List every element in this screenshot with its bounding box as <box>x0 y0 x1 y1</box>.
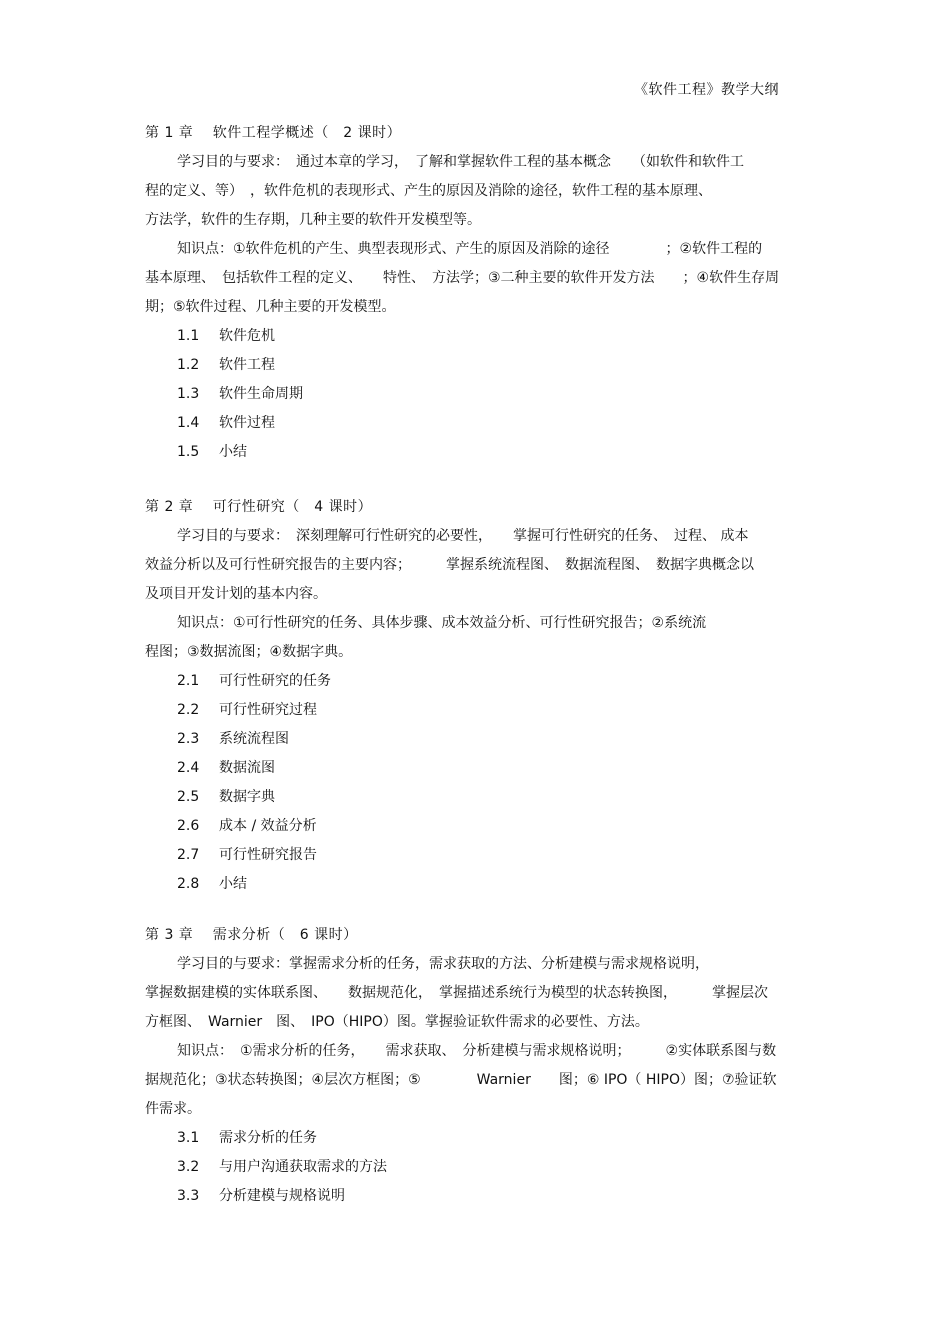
section-number: 2.8 <box>177 876 200 892</box>
goal-line: 及项目开发计划的基本内容。 <box>145 586 327 602</box>
knowledge-line: 知识点：①软件危机的产生、典型表现形式、产生的原因及消除的途径 ；②软件工程的 <box>177 241 763 257</box>
section-title: 数据流图 <box>219 760 275 776</box>
section-item <box>145 870 810 899</box>
section-number: 2.4 <box>177 760 200 776</box>
goal-line: 程的定义、等） ，软件危机的表现形式、产生的原因及消除的途径，软件工程的基本原理、 <box>145 183 712 199</box>
section-title: 需求分析的任务 <box>219 1130 317 1146</box>
section-title: 系统流程图 <box>219 731 289 747</box>
goal-line: 方法学，软件的生存期，几种主要的软件开发模型等。 <box>145 212 481 228</box>
knowledge-line: 期；⑤软件过程、几种主要的开发模型。 <box>145 299 396 315</box>
section-number: 2.2 <box>177 702 200 718</box>
section-title: 可行性研究过程 <box>219 702 317 718</box>
section-number: 2.7 <box>177 847 200 863</box>
chapter-1 <box>145 119 810 467</box>
section-item <box>145 841 810 870</box>
section-number: 2.5 <box>177 789 200 805</box>
goal-line: 学习目的与要求： 通过本章的学习， 了解和掌握软件工程的基本概念 （如软件和软件工 <box>177 154 744 170</box>
goal-line: 掌握数据建模的实体联系图、 数据规范化， 掌握描述系统行为模型的状态转换图， 掌握层次 <box>145 985 768 1001</box>
section-number: 3.1 <box>177 1130 200 1146</box>
section-title: 成本 / 效益分析 <box>219 818 317 834</box>
section-item <box>145 812 810 841</box>
chapter-2 <box>145 493 810 899</box>
section-item <box>145 322 810 351</box>
section-title: 可行性研究报告 <box>219 847 317 863</box>
section-item <box>145 667 810 696</box>
knowledge-line: 件需求。 <box>145 1101 201 1117</box>
knowledge-line: 基本原理、 包括软件工程的定义、 特性、 方法学；③二种主要的软件开发方法 ；④软件生存周 <box>145 270 780 286</box>
goal-line: 效益分析以及可行性研究报告的主要内容； 掌握系统流程图、 数据流程图、 数据字典概念以 <box>145 557 754 573</box>
section-item <box>145 754 810 783</box>
section-item <box>145 1182 810 1211</box>
section-number: 1.4 <box>177 415 200 431</box>
section-item <box>145 409 810 438</box>
section-item <box>145 783 810 812</box>
section-title: 软件工程 <box>219 357 275 373</box>
section-number: 1.1 <box>177 328 200 344</box>
section-number: 2.1 <box>177 673 200 689</box>
chapter-3 <box>145 921 810 1211</box>
goal-line: 学习目的与要求： 深刻理解可行性研究的必要性， 掌握可行性研究的任务、 过程、 成本 <box>177 528 749 544</box>
knowledge-line: 知识点： ①需求分析的任务， 需求获取、 分析建模与需求规格说明； ②实体联系图与数 <box>177 1043 777 1059</box>
page-header: 《软件工程》教学大纲 <box>634 82 779 98</box>
section-title: 软件过程 <box>219 415 275 431</box>
section-number: 2.3 <box>177 731 200 747</box>
chapter-title: 第 3 章 需求分析（ 6 课时） <box>145 927 358 943</box>
section-title: 小结 <box>219 444 247 460</box>
section-number: 2.6 <box>177 818 200 834</box>
chapter-title: 第 2 章 可行性研究（ 4 课时） <box>145 499 373 515</box>
knowledge-line: 据规范化；③状态转换图；④层次方框图；⑤ Warnier 图；⑥ IPO（ HIPO）图；⑦验证软 <box>145 1072 777 1088</box>
goal-line: 方框图、 Warnier 图、 IPO（HIPO）图。掌握验证软件需求的必要性、方法。 <box>145 1014 649 1030</box>
section-number: 1.5 <box>177 444 200 460</box>
section-number: 1.2 <box>177 357 200 373</box>
section-title: 与用户沟通获取需求的方法 <box>219 1159 387 1175</box>
section-item <box>145 438 810 467</box>
section-item <box>145 696 810 725</box>
section-item <box>145 1124 810 1153</box>
section-item <box>145 351 810 380</box>
section-item <box>145 725 810 754</box>
section-title: 数据字典 <box>219 789 275 805</box>
section-title: 可行性研究的任务 <box>219 673 331 689</box>
section-title: 分析建模与规格说明 <box>219 1188 345 1204</box>
section-item <box>145 380 810 409</box>
section-number: 3.2 <box>177 1159 200 1175</box>
knowledge-line: 知识点：①可行性研究的任务、具体步骤、成本效益分析、可行性研究报告；②系统流 <box>177 615 707 631</box>
section-item <box>145 1153 810 1182</box>
section-number: 1.3 <box>177 386 200 402</box>
section-title: 小结 <box>219 876 247 892</box>
goal-line: 学习目的与要求：掌握需求分析的任务，需求获取的方法、分析建模与需求规格说明， <box>177 956 709 972</box>
section-number: 3.3 <box>177 1188 200 1204</box>
knowledge-line: 程图；③数据流图；④数据字典。 <box>145 644 353 660</box>
section-title: 软件危机 <box>219 328 275 344</box>
section-title: 软件生命周期 <box>219 386 303 402</box>
chapter-title: 第 1 章 软件工程学概述（ 2 课时） <box>145 125 402 141</box>
